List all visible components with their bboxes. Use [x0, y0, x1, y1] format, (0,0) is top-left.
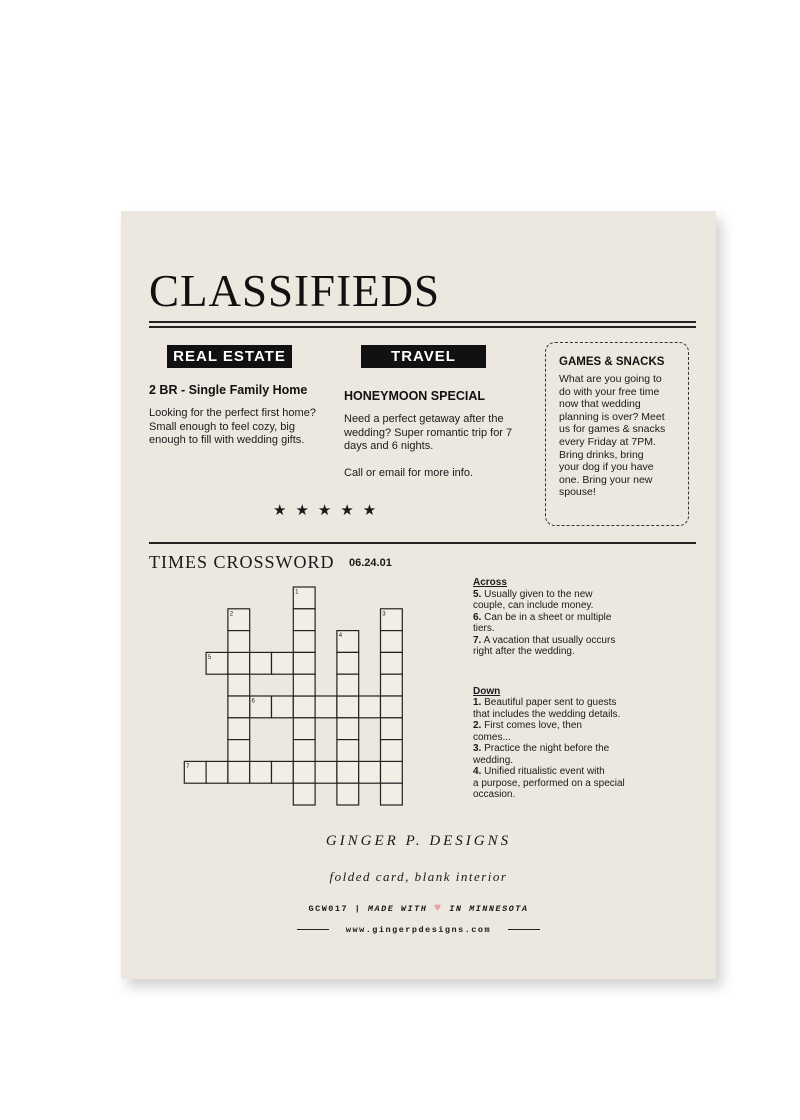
- crossword-cell[interactable]: [228, 652, 250, 674]
- real-estate-body: Looking for the perfect first home? Small enough to feel cozy, big enough to fill with wedding gifts.: [149, 407, 316, 446]
- down-clue-3: 3. Practice the night before the wedding.: [473, 743, 610, 766]
- heart-icon: ♥: [433, 901, 443, 915]
- crossword-date: 06.24.01: [349, 557, 392, 569]
- crossword-clues: [473, 577, 653, 801]
- crossword-cell[interactable]: [359, 696, 381, 718]
- across-clue-6: 6. Can be in a sheet or multiple tiers.: [473, 611, 612, 634]
- crossword-cell[interactable]: [337, 718, 359, 740]
- crossword-cell[interactable]: [250, 761, 272, 783]
- crossword-number-1: 1: [295, 589, 299, 596]
- crossword-cell[interactable]: [381, 783, 403, 805]
- crossword-cell[interactable]: [228, 761, 250, 783]
- crossword-cell[interactable]: [381, 761, 403, 783]
- travel-heading: HONEYMOON SPECIAL: [344, 389, 485, 403]
- travel-label: TRAVEL: [361, 345, 486, 368]
- crossword-cell[interactable]: [293, 609, 315, 631]
- crossword-cell[interactable]: [293, 761, 315, 783]
- website-line: [121, 925, 716, 935]
- crossword-cell[interactable]: [359, 761, 381, 783]
- crossword-cell[interactable]: [381, 652, 403, 674]
- crossword-cell[interactable]: [381, 740, 403, 762]
- crossword-cell[interactable]: [272, 652, 294, 674]
- down-heading: Down: [473, 685, 501, 697]
- crossword-cell[interactable]: [381, 631, 403, 653]
- crossword-cell[interactable]: [337, 783, 359, 805]
- games-heading: GAMES & SNACKS: [559, 356, 665, 368]
- crossword-cell[interactable]: [337, 761, 359, 783]
- down-clue-4: 4. Unified ritualistic event with a purpose, performed on a special occasion.: [473, 766, 625, 800]
- crossword-number-3: 3: [382, 611, 386, 618]
- crossword-cell[interactable]: [337, 652, 359, 674]
- crossword-cell[interactable]: [337, 740, 359, 762]
- crossword-cell[interactable]: [293, 783, 315, 805]
- crossword-cell[interactable]: [206, 761, 228, 783]
- crossword-cell[interactable]: [337, 696, 359, 718]
- games-body: What are you going to do with your free time now that wedding planning is over? Meet us for games & snacks every Friday at 7PM. Bring drinks, bring your dog if you have one. Bring your new spouse!: [559, 373, 666, 499]
- real-estate-heading: 2 BR - Single Family Home: [149, 383, 308, 397]
- crossword-cell[interactable]: [272, 696, 294, 718]
- down-clue-1: 1. Beautiful paper sent to guests that includes the wedding details.: [473, 697, 621, 720]
- real-estate-label: REAL ESTATE: [167, 345, 292, 368]
- classifieds-card: [121, 211, 716, 979]
- star-divider: ★★★★★: [273, 502, 386, 519]
- page-title: CLASSIFIEDS: [149, 266, 441, 316]
- crossword-cell[interactable]: [293, 696, 315, 718]
- crossword-number-6: 6: [251, 698, 255, 705]
- crossword-cell[interactable]: [381, 674, 403, 696]
- crossword-number-7: 7: [186, 763, 190, 770]
- crossword-cell[interactable]: [228, 718, 250, 740]
- crossword-cell[interactable]: [228, 696, 250, 718]
- across-clue-7: 7. A vacation that usually occurs right after the wedding.: [473, 634, 616, 657]
- crossword-cell[interactable]: [293, 674, 315, 696]
- website-link[interactable]: www.gingerpdesigns.com: [345, 925, 492, 935]
- crossword-cell[interactable]: [293, 740, 315, 762]
- crossword-number-4: 4: [338, 633, 343, 640]
- travel-body: Need a perfect getaway after the wedding? Super romantic trip for 7 days and 6 nights. Call or email for more info.: [344, 413, 513, 479]
- crossword-cell[interactable]: [228, 740, 250, 762]
- down-clue-2: 2. First comes love, then comes...: [473, 720, 582, 743]
- across-heading: Across: [473, 577, 507, 588]
- crossword-number-2: 2: [229, 611, 234, 618]
- product-description: folded card, blank interior: [329, 869, 508, 884]
- crossword-cell[interactable]: [381, 718, 403, 740]
- crossword-cell[interactable]: [272, 761, 294, 783]
- crossword-cell[interactable]: [250, 652, 272, 674]
- crossword-cell[interactable]: [293, 631, 315, 653]
- crossword-number-5: 5: [207, 654, 212, 661]
- crossword-cell[interactable]: [293, 652, 315, 674]
- crossword-cell[interactable]: [228, 674, 250, 696]
- brand-name: GINGER P. DESIGNS: [325, 833, 512, 849]
- crossword-title: TIMES CROSSWORD: [149, 552, 335, 572]
- crossword-cell[interactable]: [381, 696, 403, 718]
- crossword-cell[interactable]: [293, 718, 315, 740]
- crossword-cell[interactable]: [337, 674, 359, 696]
- crossword-cell[interactable]: [228, 631, 250, 653]
- across-clue-5: 5. Usually given to the new couple, can include money.: [473, 588, 594, 611]
- crossword-cell[interactable]: [315, 761, 337, 783]
- crossword-cell[interactable]: [315, 696, 337, 718]
- made-with-line: GCW017 | MADE WITH ♥ IN MINNESOTA: [308, 901, 529, 915]
